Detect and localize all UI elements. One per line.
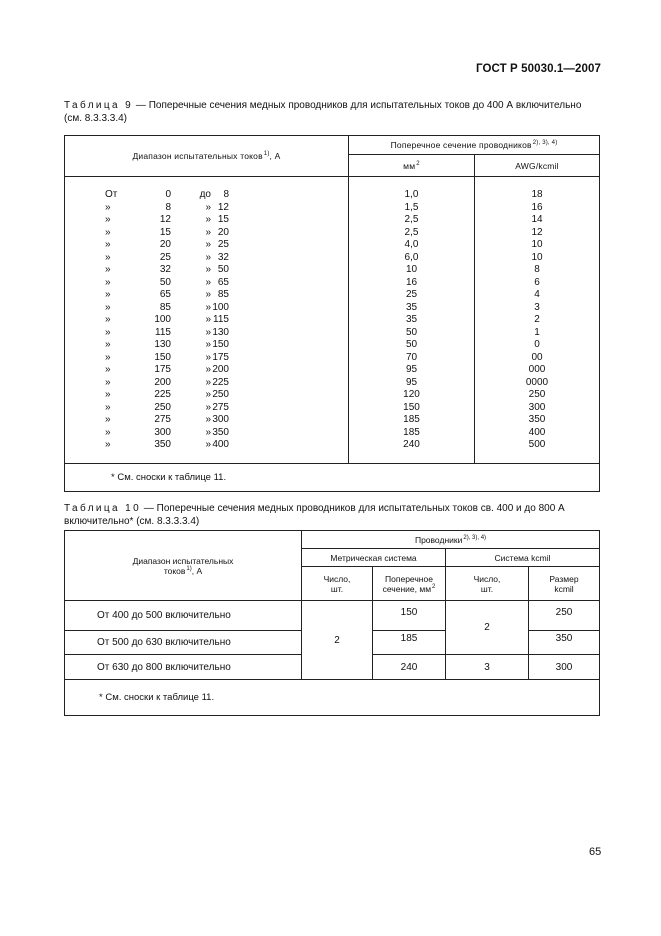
table9-mm2-value: 2,5: [404, 214, 419, 225]
table9-range-a: 50: [159, 276, 171, 288]
table10-header-section: [373, 567, 446, 601]
table9-range-mid: »: [205, 414, 211, 425]
table10-header-count2-l1: Число,: [473, 573, 501, 584]
table9-range-spacer: [229, 327, 263, 340]
table9-mm2-value: 50: [405, 326, 418, 338]
table9-range-spacer: [229, 314, 263, 327]
table9-mm2-column: [349, 177, 475, 464]
table9-range-mid: »: [205, 364, 211, 375]
table9-range-pre: »: [105, 214, 111, 225]
table9-range-mid: »: [205, 376, 211, 388]
table9-range-a: 200: [154, 376, 171, 388]
table10-label: Таблица 10: [64, 503, 142, 514]
table9-range-b: 12: [217, 201, 229, 213]
table9-range-b: 15: [217, 214, 229, 225]
table9-mm2-value: 2,5: [404, 226, 419, 238]
table9-range-b: 50: [217, 264, 229, 275]
table10-header-range-sup: 1): [186, 565, 192, 572]
table9-range-spacer: [229, 189, 263, 202]
table9-range-b: 32: [217, 251, 229, 263]
table10-header-metric: Метрическая система: [302, 549, 446, 567]
table10-footnote: * См. сноски к таблице 11.: [65, 680, 600, 716]
table10-header-range-l2: токов: [163, 565, 186, 576]
table9-range-mid: »: [205, 239, 211, 250]
table9-range-pre: »: [105, 426, 111, 438]
table9-header-group-text: Поперечное сечение проводников: [390, 140, 532, 150]
table10-header-range: [65, 531, 302, 601]
table10-range-cell: От 400 до 500 включительно: [65, 601, 302, 631]
table9-range-pre: »: [105, 389, 111, 400]
table9-range-pre: »: [105, 239, 111, 250]
table9-mm2-list: [349, 189, 474, 452]
table9-range-b: 175: [212, 351, 229, 363]
table9-header-group-sup: 2), 3), 4): [532, 140, 558, 146]
table9-awg-value: 300: [528, 401, 546, 413]
table10-header-range-unit: , А: [191, 565, 203, 576]
table9-awg-column: [475, 177, 600, 464]
table9-range-pre: »: [105, 314, 111, 325]
table10-header-count2: [446, 567, 529, 601]
table10-header-section-l2: сечение, мм: [382, 583, 432, 594]
table9-range-pre: »: [105, 276, 111, 288]
table9-range-mid: »: [205, 401, 211, 413]
table9-range-spacer: [229, 289, 263, 302]
table9-mm2-value: 240: [403, 439, 420, 450]
table9-range-spacer: [229, 339, 263, 352]
table9-range-mid: »: [205, 351, 211, 363]
table9-range-mid: »: [205, 314, 211, 325]
page-number: 65: [589, 846, 602, 858]
table9-range-a: 25: [159, 251, 171, 263]
table9-title: [64, 99, 600, 125]
table9-awg-value: 12: [531, 226, 543, 238]
table9-awg-value: 0000: [525, 376, 549, 388]
table9-mm2-value: 4,0: [404, 239, 419, 250]
table9-range-mid: »: [205, 289, 211, 300]
table9-range-pre: »: [105, 364, 111, 375]
table10-header-count-l2: шт.: [330, 583, 344, 594]
table9-label: Таблица 9: [64, 100, 134, 111]
table9-header-range: [65, 136, 349, 177]
table9-range-spacer: [229, 439, 263, 452]
table9-range-b: 20: [217, 226, 229, 238]
table9-range-b: 250: [212, 389, 229, 400]
table9-range-mid: »: [205, 301, 211, 313]
table9-header-mm2: [349, 155, 475, 177]
table9-range-mid: »: [205, 251, 211, 263]
table9-range-b: 100: [212, 301, 229, 313]
table9-mm2-value: 1,5: [404, 201, 419, 213]
table10-header-section-l1: Поперечное: [385, 573, 433, 584]
table10-size-cell: 300: [529, 655, 600, 680]
table9-range-spacer: [229, 377, 263, 390]
table9-range-b: 400: [212, 439, 229, 450]
table9-awg-value: 8: [534, 264, 540, 275]
table9-range-b: 85: [217, 289, 229, 300]
table9-range-pre: »: [105, 414, 111, 425]
table9-header-mm2-text: мм: [403, 160, 416, 171]
table9-awg-value: 000: [528, 364, 546, 375]
table9-mm2-value: 95: [405, 364, 418, 375]
table9-range-spacer: [229, 202, 263, 215]
table9-range-mid: »: [205, 389, 211, 400]
table9-range-b: 8: [223, 189, 229, 200]
table9-range-b: 25: [217, 239, 229, 250]
table9-header-range-sup: 1): [263, 151, 270, 157]
table10-header-count-l1: Число,: [323, 573, 351, 584]
table9-awg-value: 500: [528, 439, 546, 450]
table9-mm2-value: 1,0: [404, 189, 419, 200]
table9-range-a: 8: [165, 201, 171, 213]
table9-range-a: 275: [154, 414, 171, 425]
table9-awg-value: 00: [531, 351, 543, 363]
table10-header-size-l1: Размер: [549, 573, 579, 584]
table9-range-pre: »: [105, 201, 111, 213]
table9-range-spacer: [229, 402, 263, 415]
table9-header-awg: AWG/kcmil: [475, 155, 600, 177]
table10-header-count: [302, 567, 373, 601]
table9-range-b: 300: [212, 414, 229, 425]
table10-range-cell: От 500 до 630 включительно: [65, 631, 302, 655]
table9-header-range-text: Диапазон испытательных токов: [132, 151, 263, 161]
table9-mm2-value: 35: [405, 301, 418, 313]
table9: [64, 135, 600, 492]
table9-header-group: [349, 136, 600, 155]
table9-awg-value: 4: [534, 289, 540, 300]
table9-mm2-value: 10: [405, 264, 418, 275]
table10-header-kcmil: Система kcmil: [446, 549, 600, 567]
table9-range-mid: »: [205, 226, 211, 238]
table9-range-mid: до: [199, 189, 211, 200]
table9-mm2-value: 150: [403, 401, 420, 413]
table10-header-count2-l2: шт.: [480, 583, 494, 594]
table9-range-spacer: [229, 239, 263, 252]
document-code: ГОСТ Р 50030.1—2007: [476, 63, 601, 75]
table9-range-b: 130: [212, 326, 229, 338]
table10-header-range-l1: Диапазон испытательных: [132, 555, 234, 566]
table10-header-group: [302, 531, 600, 549]
table9-range-spacer: [229, 252, 263, 265]
table9-range-mid: »: [205, 201, 211, 213]
table9-range-a: 15: [159, 226, 171, 238]
table10-header-group-text: Проводники: [414, 534, 463, 545]
table9-range-mid: »: [205, 326, 211, 338]
table9-range-spacer: [229, 364, 263, 377]
table9-awg-value: 10: [531, 239, 543, 250]
table9-range-a: 85: [159, 301, 171, 313]
table9-awg-value: 14: [531, 214, 543, 225]
table9-mm2-value: 6,0: [404, 251, 419, 263]
table9-range-a: 12: [159, 214, 171, 225]
table9-awg-value: 16: [531, 201, 543, 213]
table9-range-pre: »: [105, 326, 111, 338]
table9-range-b: 275: [212, 401, 229, 413]
table9-range-pre: »: [105, 264, 111, 275]
table9-awg-value: 0: [534, 339, 540, 350]
table9-range-mid: »: [205, 339, 211, 350]
table10-row: [65, 601, 600, 631]
table9-range-list: [105, 189, 348, 452]
table9-mm2-value: 185: [403, 426, 420, 438]
table9-range-b: 65: [217, 276, 229, 288]
table9-mm2-value: 50: [405, 339, 418, 350]
table9-range-a: 0: [165, 189, 171, 200]
table10: [64, 530, 600, 716]
table9-header-mm2-sup: 2: [416, 160, 420, 167]
table9-range-a: 150: [154, 351, 171, 363]
table9-awg-value: 400: [528, 426, 546, 438]
table9-title-text: — Поперечные сечения медных проводников для испытательных токов до 400 А включительно: [133, 100, 582, 111]
table9-mm2-value: 95: [405, 376, 418, 388]
table9-range-a: 350: [154, 439, 171, 450]
table9-range-a: 32: [159, 264, 171, 275]
table9-range-spacer: [229, 427, 263, 440]
table9-range-b: 115: [213, 314, 229, 325]
table9-awg-value: 18: [531, 189, 543, 200]
table9-range-spacer: [229, 277, 263, 290]
table10-title-text: — Поперечные сечения медных проводников для испытательных токов св. 400 и до 800 А: [141, 503, 565, 514]
table9-range-b: 225: [212, 376, 229, 388]
table9-range-column: [65, 177, 349, 464]
table10-metric-count-cell: 2: [302, 601, 373, 680]
table9-range-spacer: [229, 414, 263, 427]
table9-awg-value: 350: [528, 414, 546, 425]
table9-range-a: 175: [154, 364, 171, 375]
table10-section-cell: 185: [373, 631, 446, 655]
table9-range-a: 20: [159, 239, 171, 250]
table9-footnote: * См. сноски к таблице 11.: [65, 464, 600, 492]
table9-range-spacer: [229, 389, 263, 402]
table9-range-spacer: [229, 352, 263, 365]
table9-range-mid: »: [205, 276, 211, 288]
table9-mm2-value: 185: [403, 414, 420, 425]
table9-range-a: 115: [155, 326, 171, 338]
table9-range-pre: »: [105, 351, 111, 363]
table9-range-a: 225: [154, 389, 171, 400]
table9-awg-value: 2: [534, 314, 540, 325]
table9-range-pre: »: [105, 401, 111, 413]
table9-range-mid: »: [205, 439, 211, 450]
table9-range-pre: »: [105, 251, 111, 263]
table9-range-pre: »: [105, 301, 111, 313]
table9-awg-value: 3: [534, 301, 540, 313]
table9-header-range-unit: , А: [269, 151, 281, 161]
table9-range-a: 65: [159, 289, 171, 300]
table9-range-b: 150: [212, 339, 229, 350]
table9-awg-value: 10: [531, 251, 543, 263]
table9-range-a: 130: [154, 339, 171, 350]
table10-title-line2: включительно* (см. 8.3.3.3.4): [64, 516, 200, 527]
table9-awg-value: 6: [534, 276, 540, 288]
table9-range-a: 300: [154, 426, 171, 438]
table10-section-cell: 150: [373, 601, 446, 631]
table9-range-spacer: [229, 227, 263, 240]
table10-size-cell: 250: [529, 601, 600, 631]
table10-kcmil-count-cell: 2: [446, 601, 529, 655]
table9-range-mid: »: [205, 264, 211, 275]
table10-header-size-l2: kcmil: [554, 583, 574, 594]
table9-mm2-value: 16: [405, 276, 418, 288]
table9-range-pre: »: [105, 226, 111, 238]
table9-range-pre: »: [105, 376, 111, 388]
table9-range-mid: »: [205, 214, 211, 225]
table9-range-mid: »: [205, 426, 211, 438]
table9-title-line2: (см. 8.3.3.3.4): [64, 113, 128, 124]
table10-range-cell: От 630 до 800 включительно: [65, 655, 302, 680]
table9-range-b: 200: [212, 364, 229, 375]
table9-range-spacer: [229, 302, 263, 315]
table9-mm2-value: 70: [405, 351, 418, 363]
table10-title: [64, 502, 600, 528]
table9-range-pre: От: [105, 189, 118, 200]
table9-awg-list: [475, 189, 599, 452]
table9-range-a: 100: [154, 314, 171, 325]
table10-header-size: [529, 567, 600, 601]
table9-range-b: 350: [212, 426, 229, 438]
table9-mm2-value: 35: [405, 314, 418, 325]
table10-header-group-sup: 2), 3), 4): [463, 534, 487, 541]
table9-awg-value: 1: [534, 326, 540, 338]
table10-kcmil-count-cell-last: 3: [446, 655, 529, 680]
table9-awg-value: 250: [528, 389, 546, 400]
table10-size-cell: 350: [529, 631, 600, 655]
table9-range-a: 250: [154, 401, 171, 413]
table9-range-pre: »: [105, 439, 111, 450]
table9-range-spacer: [229, 264, 263, 277]
table9-mm2-value: 25: [405, 289, 418, 300]
table9-mm2-value: 120: [403, 389, 420, 400]
table10-header-section-sup: 2: [432, 583, 436, 590]
table9-range-pre: »: [105, 289, 111, 300]
table9-range-pre: »: [105, 339, 111, 350]
table10-section-cell: 240: [373, 655, 446, 680]
table9-range-spacer: [229, 214, 263, 227]
